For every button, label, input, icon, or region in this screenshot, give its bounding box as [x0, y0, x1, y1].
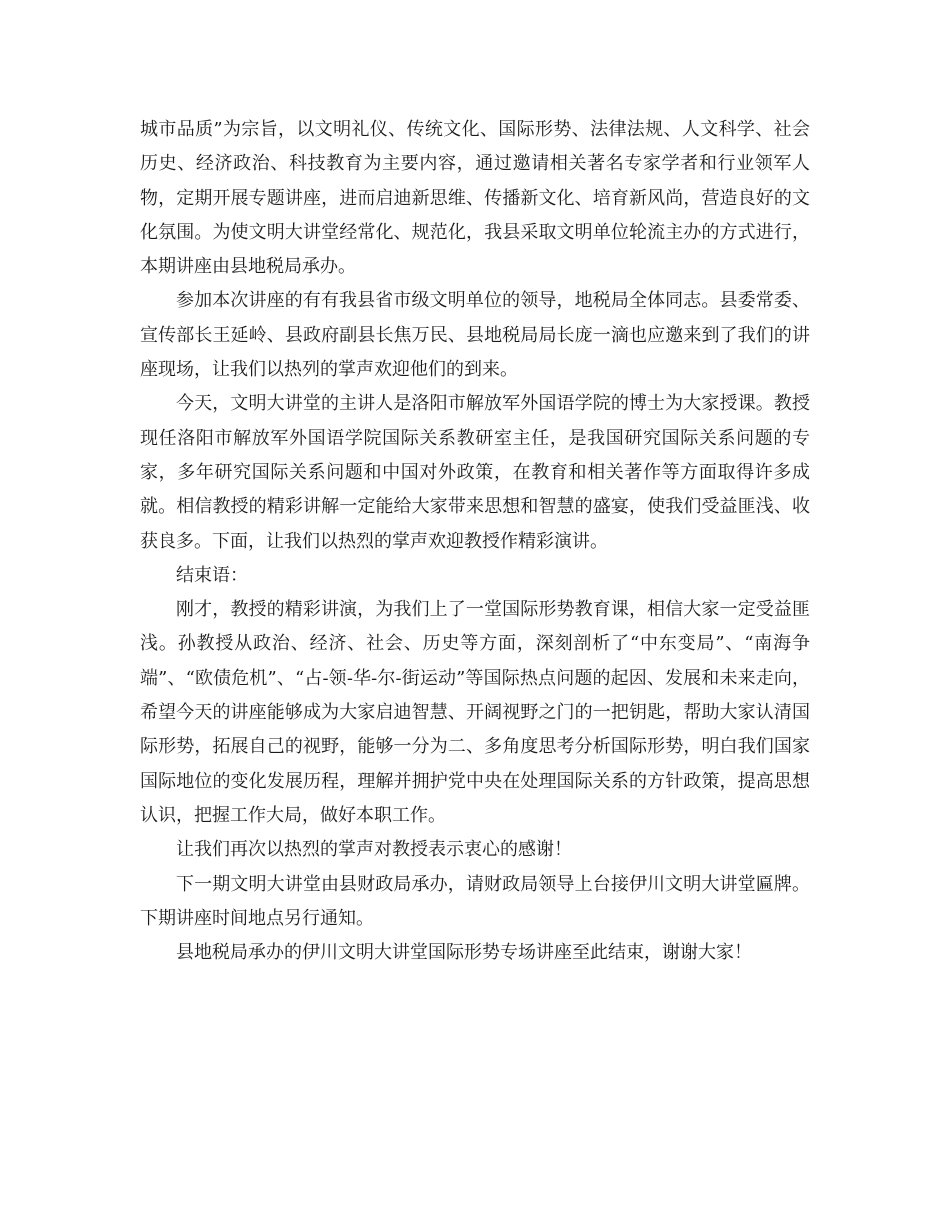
- paragraph-1: 城市品质”为宗旨，以文明礼仪、传统文化、国际形势、法律法规、人文科学、社会历史、经济政治、科技教育为主要内容，通过邀请相关著名专家学者和行业领军人物，定期开展专题讲座，进而启迪新思维、传播新文化、培育新风尚，营造良好的文化氛围。为使文明大讲堂经常化、规范化，我县采取文明单位轮流主办的方式进行，本期讲座由县地税局承办。: [140, 119, 810, 278]
- paragraph-3: 今天，文明大讲堂的主讲人是洛阳市解放军外国语学院的博士为大家授课。教授现任洛阳市解放军外国语学院国际关系教研室主任，是我国研究国际关系问题的专家，多年研究国际关系问题和中国对外政策，在教育和相关著作等方面取得许多成就。相信教授的精彩讲解一定能给大家带来思想和智慧的盛宴，使我们受益匪浅、收获良多。下面，让我们以热烈的掌声欢迎教授作精彩演讲。: [140, 393, 810, 552]
- paragraph-8: 县地税局承办的伊川文明大讲堂国际形势专场讲座至此结束，谢谢大家！: [176, 942, 752, 964]
- paragraph-closing-heading: 结束语：: [176, 564, 248, 586]
- paragraph-2: 参加本次讲座的有有我县省市级文明单位的领导，地税局全体同志。县委常委、宣传部长王延岭、县政府副县长焦万民、县地税局局长庞一滴也应邀来到了我们的讲座现场，让我们以热列的掌声欢迎他们的到来。: [140, 290, 810, 381]
- paragraph-5: 刚才，教授的精彩讲演，为我们上了一堂国际形势教育课，相信大家一定受益匪浅。孙教授从政治、经济、社会、历史等方面，深刻剖析了“中东变局”、“南海争端”、“欧债危机”、“占-领-华-尔-街运动”等国际热点问题的起因、发展和未来走向，希望今天的讲座能够成为大家启迪智慧、开阔视野之门的一把钥匙，帮助大家认清国际形势，拓展自己的视野，能够一分为二、多角度思考分析国际形势，明白我们国家国际地位的变化发展历程，理解并拥护党中央在处理国际关系的方针政策，提高思想认识，把握工作大局，做好本职工作。: [140, 599, 810, 826]
- paragraph-7: 下一期文明大讲堂由县财政局承办，请财政局领导上台接伊川文明大讲堂匾牌。下期讲座时间地点另行通知。: [140, 873, 810, 929]
- document-body: [140, 113, 810, 970]
- paragraph-6: 让我们再次以热烈的掌声对教授表示衷心的感谢！: [176, 839, 572, 861]
